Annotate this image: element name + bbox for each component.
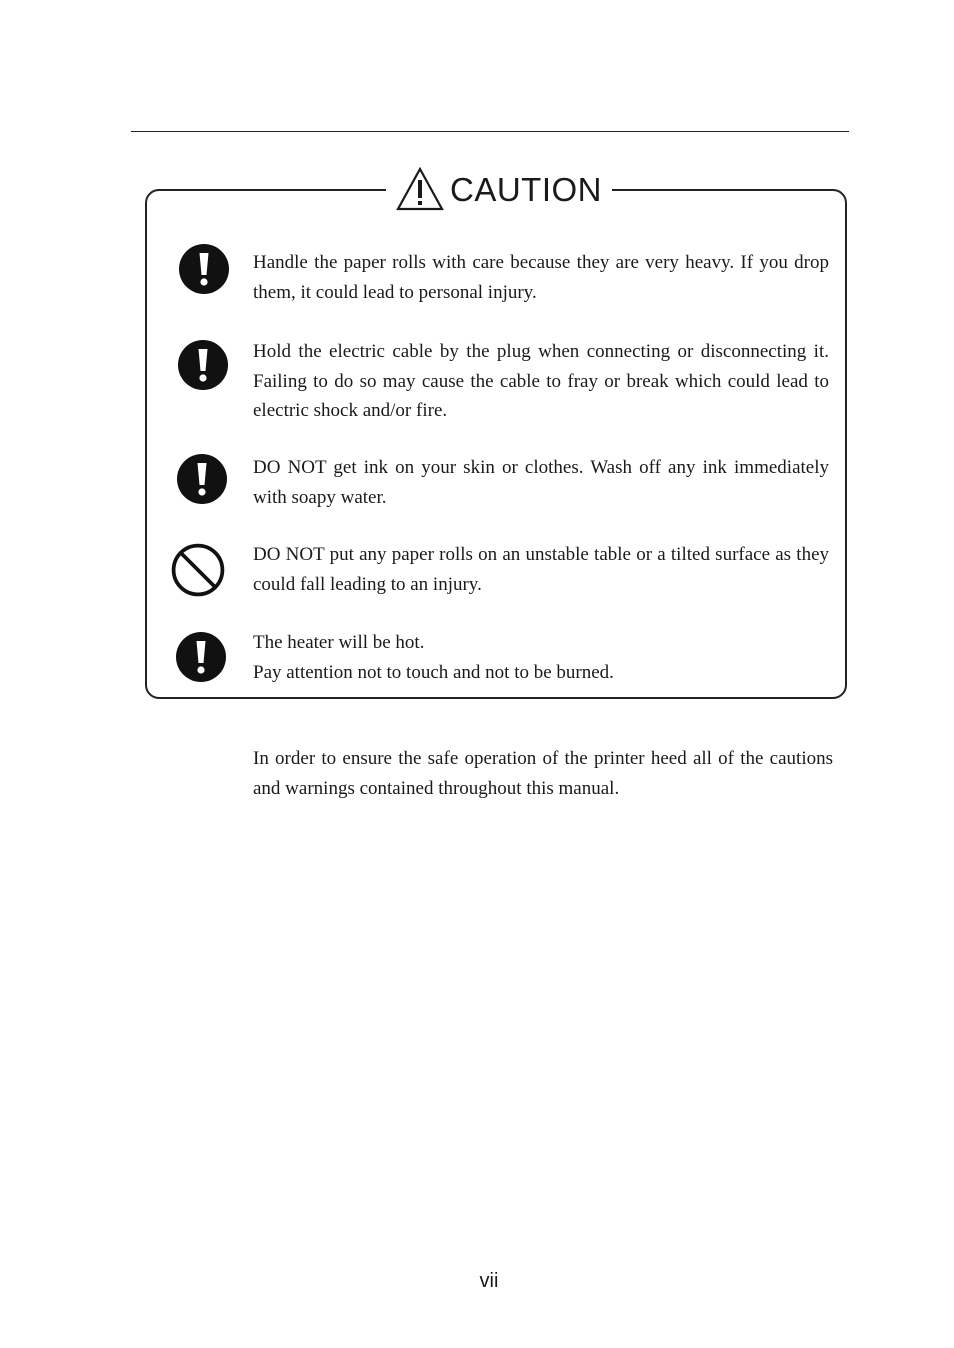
caution-item-text: DO NOT put any paper rolls on an unstable table or a tilted surface as they could fall leading to an injury.	[253, 544, 829, 595]
caution-header	[386, 166, 612, 212]
prohibition-icon	[171, 543, 225, 597]
warning-triangle-icon	[396, 167, 444, 211]
mandatory-exclamation-icon	[178, 243, 230, 295]
caution-item-text: DO NOT get ink on your skin or clothes. Wash off any ink immediately with soapy water.	[253, 457, 829, 508]
top-rule	[131, 131, 849, 132]
caution-item-text: Hold the electric cable by the plug when connecting or disconnecting it. Failing to do so may cause the cable to fray or break which could lead to electric shock and/or fire.	[253, 341, 829, 421]
mandatory-exclamation-icon	[177, 339, 229, 391]
caution-item-text: Pay attention not to touch and not to be burned.	[253, 661, 614, 683]
caution-item-text: Handle the paper rolls with care because they are very heavy. If you drop them, it could lead to personal injury.	[253, 252, 829, 303]
footer-note: In order to ensure the safe operation of the printer heed all of the cautions and warnings contained throughout this manual.	[253, 748, 833, 799]
page-number: vii	[479, 1270, 499, 1292]
caution-title: CAUTION	[450, 170, 602, 208]
mandatory-exclamation-icon	[175, 631, 227, 683]
mandatory-exclamation-icon	[176, 453, 228, 505]
caution-item-text: The heater will be hot.	[253, 632, 425, 653]
